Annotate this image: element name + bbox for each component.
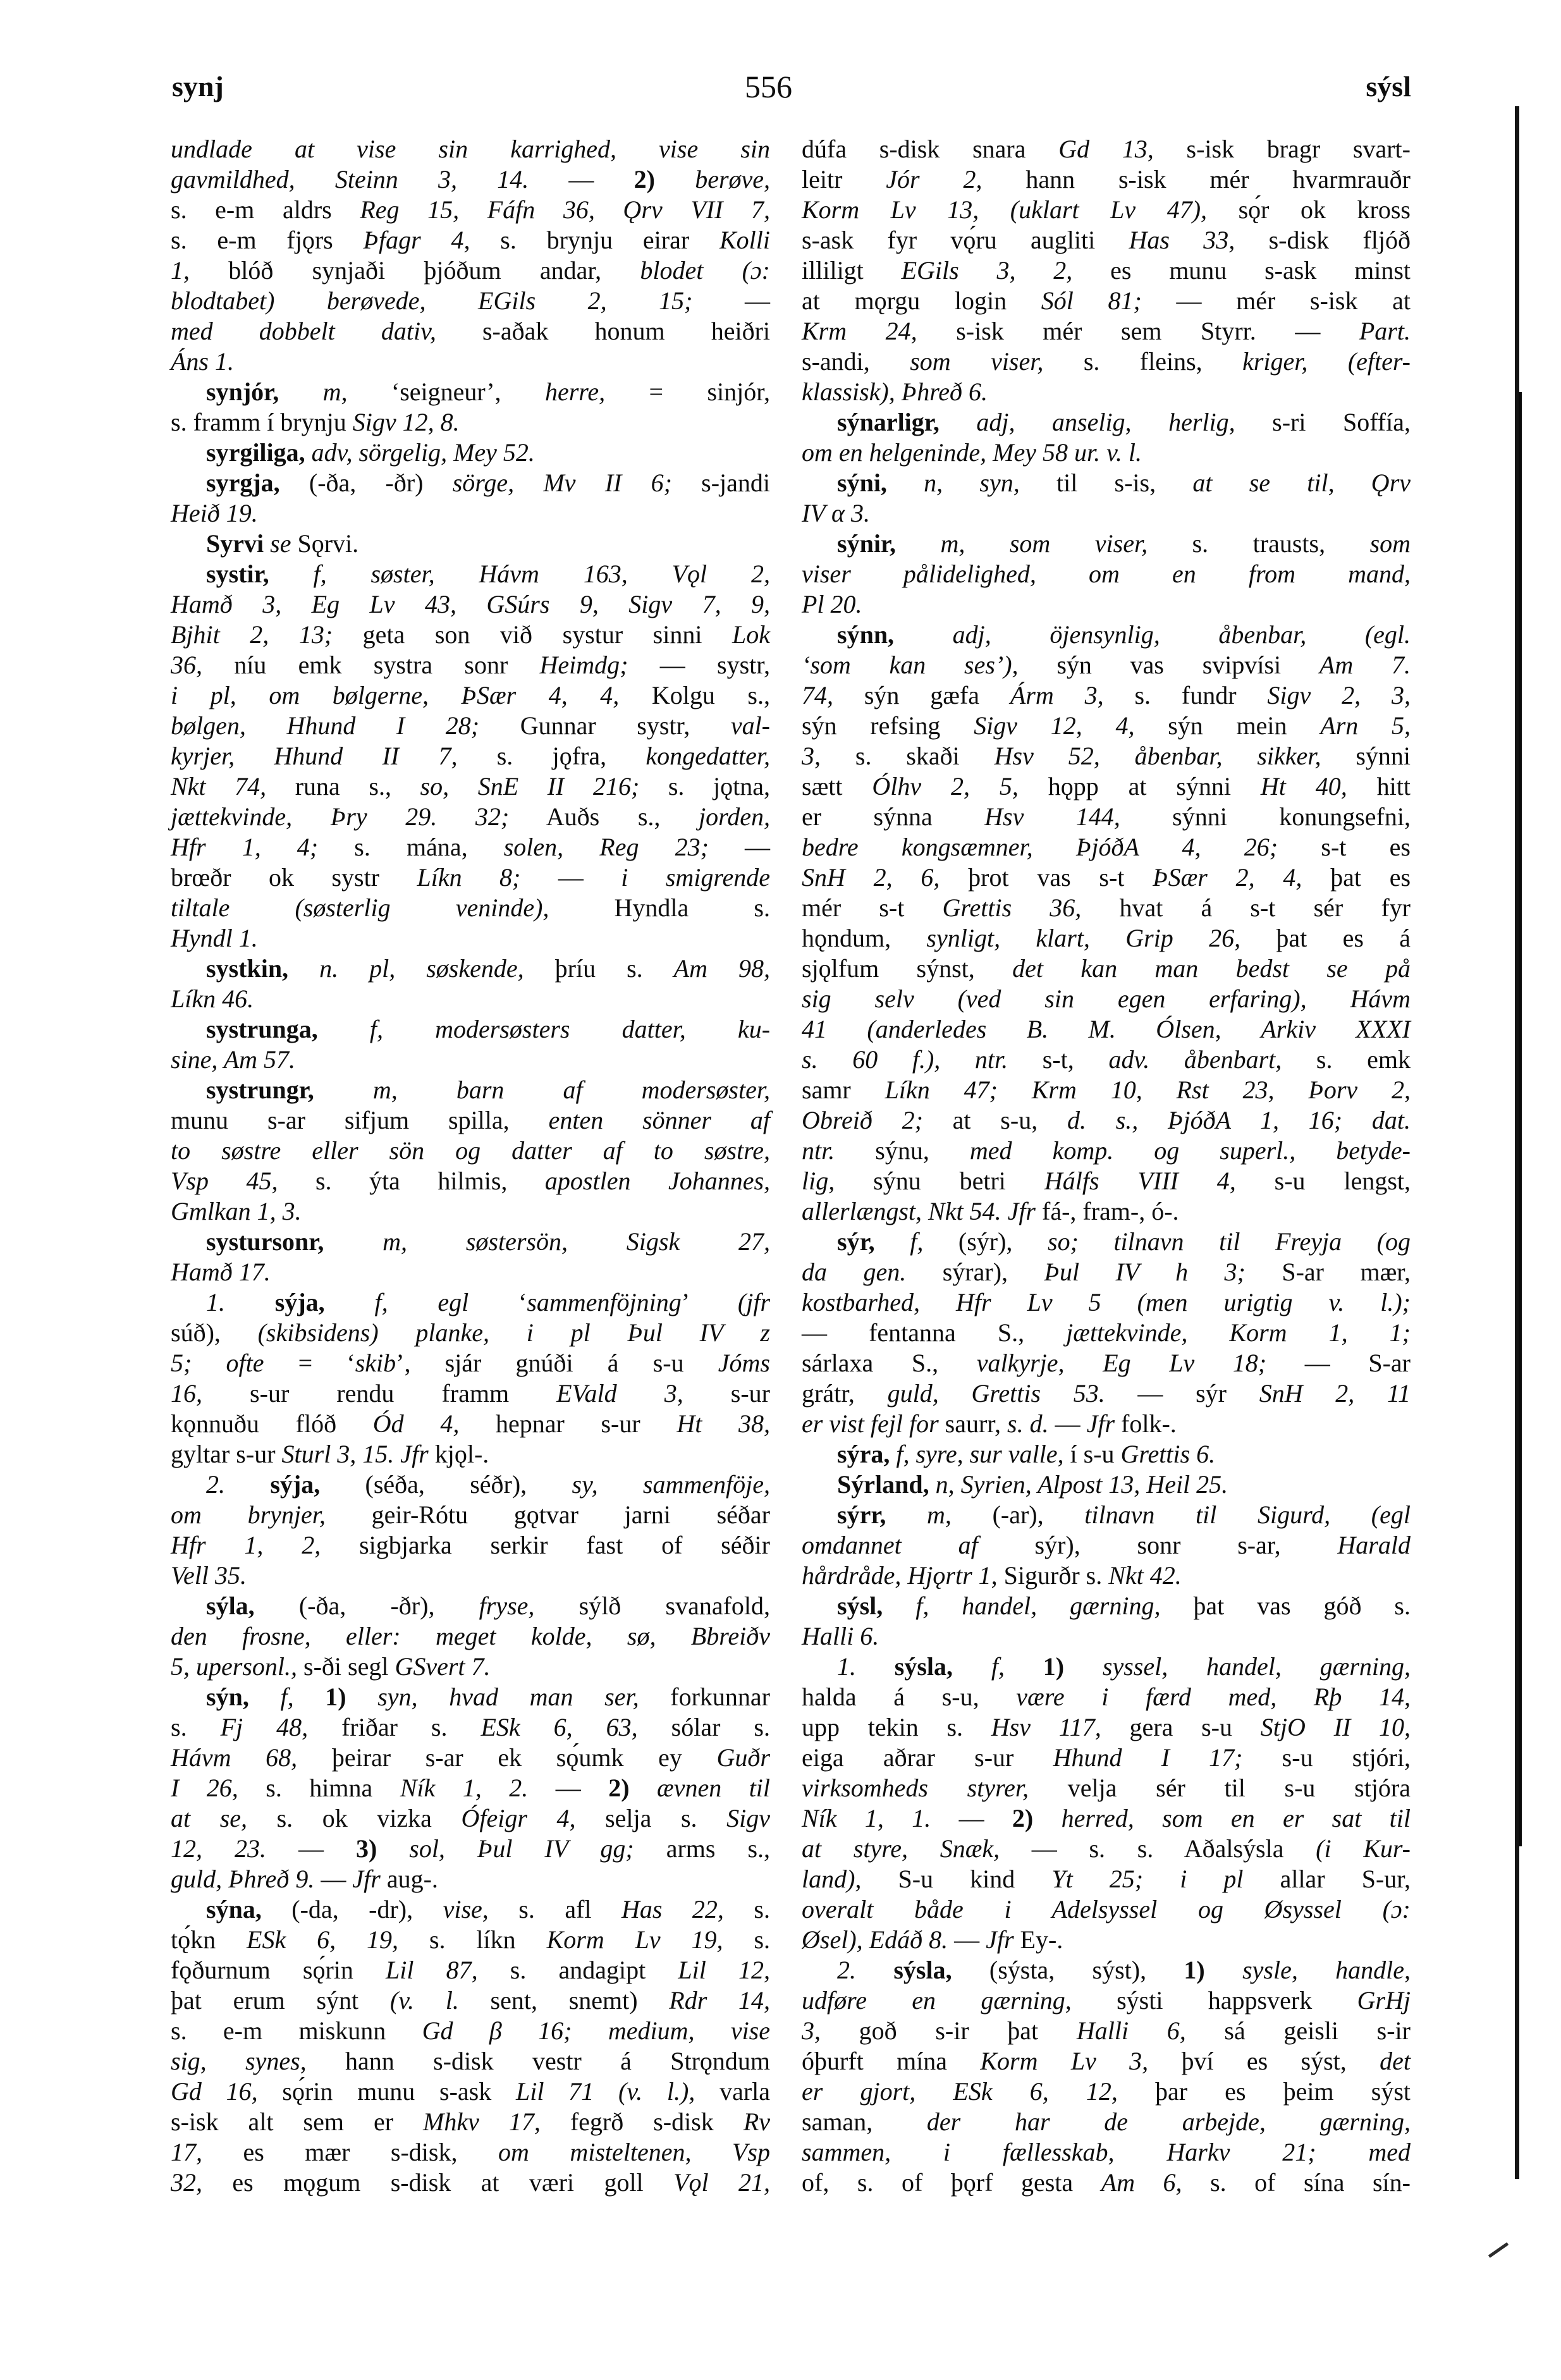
text-line: Obreið 2; at s-u, d. s., ÞjóðA 1, 16; dat. [802, 1106, 1411, 1134]
text-line: sig, synes, hann s-disk vestr á Strǫndum [171, 2047, 770, 2075]
text-line: munu s-ar sifjum spilla, enten sönner af [171, 1106, 771, 1134]
text-line: systrunga, f, modersøsters datter, ku- [206, 1015, 771, 1043]
text-line: at styre, Snæk, — s. s. Aðalsýsla (i Kur- [802, 1834, 1411, 1863]
text-line: sýnarligr, adj, anselig, herlig, s-ri Soffía, [837, 408, 1411, 436]
text-line: brœðr ok systr Líkn 8; — i smigrende [171, 863, 771, 892]
text-line: klassisk), Þhreð 6. [802, 377, 988, 406]
text-line: Ník 1, 1. — 2) herred, som en er sat til [802, 1804, 1411, 1832]
text-line: syrgja, (-ða, -ðr) sörge, Mv II 6; s-jandi [206, 469, 771, 497]
text-line: 5, upersonl., s-ði segl GSvert 7. [171, 1652, 491, 1681]
text-line: mér s-t Grettis 36, hvat á s-t sér fyr [802, 893, 1411, 922]
text-line: Hfr 1, 2, sigbjarka serkir fast of séðir [171, 1531, 770, 1559]
text-line: Vsp 45, s. ýta hilmis, apostlen Johannes, [171, 1167, 771, 1195]
text-line: Hávm 68, þeirar s-ar ek sǫ́umk ey Guðr [171, 1743, 770, 1772]
text-line: er vist fejl for saurr, s. d. — Jfr folk-. [802, 1409, 1177, 1438]
text-line: blodtabet) berøvede, EGils 2, 15; — [171, 286, 770, 315]
text-line: sjǫlfum sýnst, det kan man bedst se på [802, 954, 1411, 983]
text-line: sammen, i fællesskab, Harkv 21; med [802, 2138, 1411, 2166]
text-line: SnH 2, 6, þrot vas s-t ÞSær 2, 4, þat es [802, 863, 1411, 892]
text-line: om en helgeninde, Mey 58 ur. v. l. [802, 438, 1142, 467]
text-line: sýni, n, syn, til s-is, at se til, Ǫrv [837, 469, 1411, 497]
text-line: s. 60 f.), ntr. s-t, adv. åbenbart, s. emk [802, 1045, 1411, 1074]
text-line: s-ask fyr vǫ́ru augliti Has 33, s-disk fljóð [802, 226, 1411, 254]
text-line: omdannet af sýr), sonr s-ar, Harald [802, 1531, 1411, 1559]
text-line: s. framm í brynju Sigv 12, 8. [171, 408, 460, 436]
text-line: — fentanna S., jættekvinde, Korm 1, 1; [802, 1318, 1411, 1347]
text-line: þat erum sýnt (v. l. sent, snemt) Rdr 14, [171, 1986, 770, 2015]
text-line: sárlaxa S., valkyrje, Eg Lv 18; — S-ar [802, 1349, 1411, 1377]
text-line: sig selv (ved sin egen erfaring), Hávm [802, 985, 1411, 1013]
text-line: udføre en gærning, sýsti happsverk GrHj [802, 1986, 1411, 2015]
text-line: 2. sýja, (séða, séðr), sy, sammenföje, [206, 1470, 770, 1499]
text-line: dúfa s-disk snara Gd 13, s-isk bragr svart- [802, 135, 1411, 163]
text-line: eiga aðrar s-ur Hhund I 17; s-u stjóri, [802, 1743, 1411, 1772]
text-line: synjór, m, ‘seigneur’, herre, = sinjór, [206, 377, 771, 406]
text-line: sýnn, adj, öjensynlig, åbenbar, (egl. [837, 620, 1411, 649]
text-line: fǫðurnum sǫ́rin Lil 87, s. andagipt Lil 12, [171, 1956, 770, 1984]
text-line: tǫ́kn ESk 6, 19, s. líkn Korm Lv 19, s. [171, 1925, 771, 1954]
text-line: grátr, guld, Grettis 53. — sýr SnH 2, 11 [802, 1379, 1411, 1408]
text-line: Hfr 1, 4; s. mána, solen, Reg 23; — [171, 833, 771, 861]
text-line: syrgiliga, adv, sörgelig, Mey 52. [206, 438, 535, 467]
text-line: halda á s-u, være i færd med, Rþ 14, [802, 1683, 1411, 1711]
text-line: ‘som kan ses’), sýn vas svipvísi Am 7. [802, 651, 1411, 679]
text-line: overalt både i Adelsyssel og Øsyssel (ɔ: [802, 1895, 1411, 1923]
text-line: Nkt 74, runa s., so, SnE II 216; s. jǫtna, [171, 772, 771, 800]
text-line: kǫnnuðu flóð Ód 4, hepnar s-ur Ht 38, [171, 1409, 771, 1438]
text-line: 74, sýn gæfa Árm 3, s. fundr Sigv 2, 3, [802, 681, 1411, 709]
text-line: sýla, (-ða, -ðr), fryse, sýlð svanafold, [206, 1592, 771, 1620]
text-line: 2. sýsla, (sýsta, sýst), 1) sysle, handle, [837, 1956, 1411, 1984]
text-line: 3, goð s-ir þat Halli 6, sá geisli s-ir [802, 2016, 1411, 2045]
text-line: systursonr, m, søstersön, Sigsk 27, [206, 1227, 770, 1256]
text-column-right [802, 134, 1411, 2198]
page-number: 556 [745, 69, 792, 104]
text-line: systkin, n. pl, søskende, þríu s. Am 98, [206, 954, 771, 983]
text-line: s. e-m miskunn Gd β 16; medium, vise [171, 2016, 771, 2045]
text-line: Hyndl 1. [171, 924, 258, 952]
text-line: 1. sýja, f, egl ‘sammenföjning’ (jfr [206, 1288, 771, 1316]
text-line: viser pålidelighed, om en from mand, [802, 560, 1411, 588]
text-line: Hamð 17. [171, 1258, 271, 1286]
text-line: to søstre eller sön og datter af to søstre, [171, 1136, 770, 1165]
text-line: Korm Lv 13, (uklart Lv 47), sǫ́r ok kross [802, 195, 1411, 224]
text-line: Øsel), Edáð 8. — Jfr Ey-. [802, 1925, 1063, 1954]
text-line: illiligt EGils 3, 2, es munu s-ask minst [802, 256, 1411, 285]
text-line: om brynjer, geir-Rótu gǫtvar jarni séðar [171, 1500, 770, 1529]
text-line: I 26, s. himna Ník 1, 2. — 2) ævnen til [171, 1774, 771, 1802]
text-line: Áns 1. [171, 347, 234, 376]
text-line: Gd 16, sǫ́rin munu s-ask Lil 71 (v. l.), varla [171, 2077, 771, 2106]
text-line: s. Fj 48, friðar s. ESk 6, 63, sólar s. [171, 1713, 770, 1741]
text-line: den frosne, eller: meget kolde, sø, Bbreiðv [171, 1622, 770, 1650]
text-line: 12, 23. — 3) sol, Þul IV gg; arms s., [171, 1834, 771, 1863]
text-column-left [171, 134, 770, 2198]
text-line: s-andi, som viser, s. fleins, kriger, (efter- [802, 347, 1411, 376]
text-line: i pl, om bølgerne, ÞSær 4, 4, Kolgu s., [171, 681, 770, 709]
text-line: 32, es mǫgum s-disk at væri goll Vǫl 21, [171, 2168, 770, 2197]
text-line: sýr, f, (sýr), so; tilnavn til Freyja (og [837, 1227, 1411, 1256]
text-line: Krm 24, s-isk mér sem Styrr. — Part. [802, 317, 1411, 345]
text-line: óþurft mína Korm Lv 3, því es sýst, det [802, 2047, 1411, 2075]
text-line: Syrvi se Sǫrvi. [206, 529, 359, 558]
text-line: Líkn 46. [171, 985, 254, 1013]
text-line: 41 (anderledes B. M. Ólsen, Arkiv XXXI [802, 1015, 1411, 1043]
text-line: Pl 20. [802, 590, 862, 618]
text-line: Gmlkan 1, 3. [171, 1197, 302, 1225]
text-line: jættekvinde, Þry 29. 32; Auðs s., jorden, [171, 802, 771, 831]
text-line: virksomheds styrer, velja sér til s-u stjóra [802, 1774, 1411, 1802]
text-line: da gen. sýrar), Þul IV h 3; S-ar mær, [802, 1258, 1411, 1286]
text-line: leitr Jór 2, hann s-isk mér hvarmrauðr [802, 165, 1411, 193]
text-line: sýna, (-da, -dr), vise, s. afl Has 22, s. [206, 1895, 770, 1923]
text-line: allerlængst, Nkt 54. Jfr fá-, fram-, ó-. [802, 1197, 1179, 1225]
text-line: Heið 19. [171, 499, 258, 527]
text-line: lig, sýnu betri Hálfs VIII 4, s-u lengst, [802, 1167, 1411, 1195]
text-line: 17, es mær s-disk, om misteltenen, Vsp [171, 2138, 771, 2166]
text-line: upp tekin s. Hsv 117, gera s-u StjO II 10, [802, 1713, 1411, 1741]
text-line: land), S-u kind Yt 25; i pl allar S-ur, [802, 1865, 1411, 1893]
scan-artifact-line [1519, 392, 1522, 1846]
text-line: sine, Am 57. [171, 1045, 296, 1074]
text-line: sætt Ólhv 2, 5, hǫpp at sýnni Ht 40, hitt [802, 772, 1411, 800]
page-header [171, 67, 1411, 106]
text-line: er sýnna Hsv 144, sýnni konungsefni, [802, 802, 1411, 831]
text-line: kyrjer, Hhund II 7, s. jǫfra, kongedatter, [171, 742, 770, 770]
text-line: sýrr, m, (-ar), tilnavn til Sigurd, (egl [837, 1500, 1411, 1529]
text-line: bedre kongsæmner, ÞjóðA 4, 26; s-t es [802, 833, 1411, 861]
text-line: 16, s-ur rendu framm EVald 3, s-ur [171, 1379, 770, 1408]
text-line: sýn refsing Sigv 12, 4, sýn mein Arn 5, [802, 711, 1411, 740]
text-line: med dobbelt dativ, s-aðak honum heiðri [171, 317, 770, 345]
text-line: ntr. sýnu, med komp. og superl., betyde- [802, 1136, 1411, 1165]
header-catchword-right: sýsl [1366, 70, 1411, 102]
text-line: sýn, f, 1) syn, hvad man ser, forkunnar [206, 1683, 770, 1711]
text-line: 1, blóð synjaði þjóðum andar, blodet (ɔ: [171, 256, 770, 285]
text-line: kostbarhed, Hfr Lv 5 (men urigtig v. l.); [802, 1288, 1411, 1316]
text-line: súð), (skibsidens) planke, i pl Þul IV z [171, 1318, 770, 1347]
text-line: of, s. of þǫrf gesta Am 6, s. of sína sín- [802, 2168, 1411, 2197]
text-line: s. e-m aldrs Reg 15, Fáfn 36, Ǫrv VII 7, [171, 195, 771, 224]
text-line: sýra, f, syre, sur valle, í s-u Grettis 6. [837, 1440, 1216, 1468]
text-line: 36, níu emk systra sonr Heimdg; — systr, [171, 651, 771, 679]
text-line: at se, s. ok vizka Ófeigr 4, selja s. Sigv [171, 1804, 771, 1832]
text-line: undlade at vise sin karrighed, vise sin [171, 135, 770, 163]
text-line: sýsl, f, handel, gærning, þat vas góð s. [837, 1592, 1411, 1620]
scan-artifact-mark [1488, 2242, 1509, 2258]
header-catchword-left: synj [172, 70, 224, 102]
text-line: s. e-m fjǫrs Þfagr 4, s. brynju eirar Kolli [171, 226, 770, 254]
text-line: 1. sýsla, f, 1) syssel, handel, gærning, [837, 1652, 1411, 1681]
text-line: at mǫrgu login Sól 81; — mér s-isk at [802, 286, 1411, 315]
text-line: er gjort, ESk 6, 12, þar es þeim sýst [802, 2077, 1411, 2106]
text-line: Vell 35. [171, 1561, 247, 1590]
text-line: sýnir, m, som viser, s. trausts, som [837, 529, 1411, 558]
text-line: guld, Þhreð 9. — Jfr aug-. [171, 1865, 438, 1893]
text-line: bølgen, Hhund I 28; Gunnar systr, val- [171, 711, 770, 740]
text-line: 3, s. skaði Hsv 52, åbenbar, sikker, sýnni [802, 742, 1411, 770]
text-line: 5; ofte = ‘skib’, sjár gnúði á s-u Jóms [171, 1349, 770, 1377]
text-line: gavmildhed, Steinn 3, 14. — 2) berøve, [171, 165, 771, 193]
text-line: IV α 3. [802, 499, 871, 527]
text-line: saman, der har de arbejde, gærning, [802, 2107, 1411, 2136]
text-line: Hamð 3, Eg Lv 43, GSúrs 9, Sigv 7, 9, [171, 590, 770, 618]
text-line: s-isk alt sem er Mhkv 17, fegrð s-disk Rv [171, 2107, 770, 2136]
text-line: Sýrland, n, Syrien, Alpost 13, Heil 25. [837, 1470, 1228, 1499]
text-line: tiltale (søsterlig veninde), Hyndla s. [171, 893, 770, 922]
text-line: hǫndum, synligt, klart, Grip 26, þat es á [802, 924, 1411, 952]
text-line: systir, f, søster, Hávm 163, Vǫl 2, [206, 560, 770, 588]
text-line: Halli 6. [802, 1622, 879, 1650]
text-line: samr Líkn 47; Krm 10, Rst 23, Þorv 2, [802, 1076, 1411, 1104]
text-line: hårdråde, Hjǫrtr 1, Sigurðr s. Nkt 42. [802, 1561, 1182, 1590]
text-line: Bjhit 2, 13; geta son við systur sinni Lok [171, 620, 770, 649]
text-line: systrungr, m, barn af modersøster, [206, 1076, 770, 1104]
text-line: gyltar s-ur Sturl 3, 15. Jfr kjǫl-. [171, 1440, 489, 1468]
